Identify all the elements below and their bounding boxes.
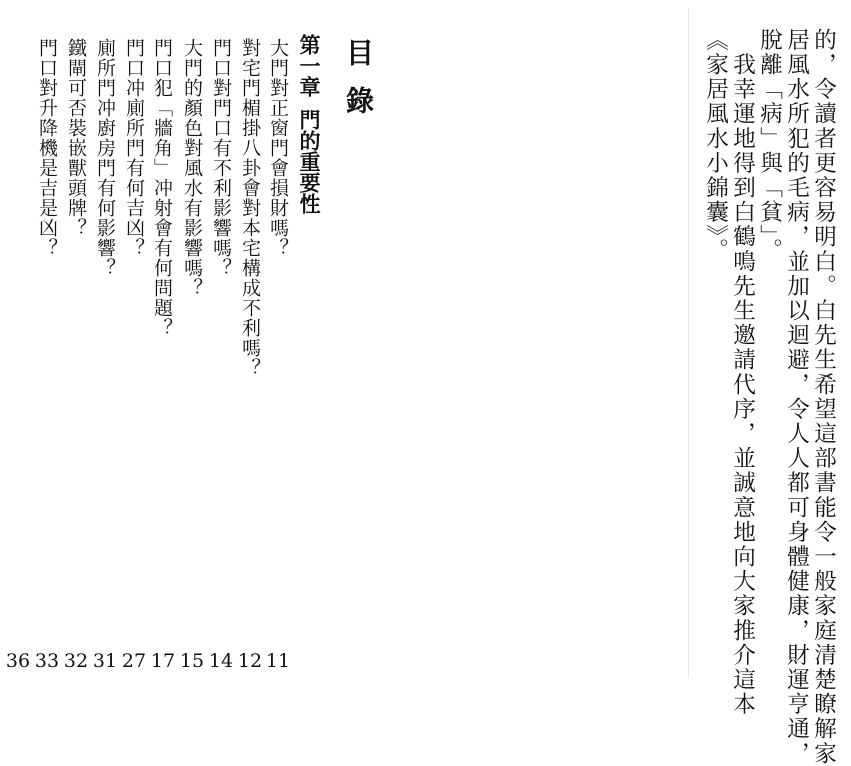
toc-entry-title[interactable]: 鐵閘可否裝嵌獸頭牌？ <box>65 38 87 238</box>
toc-entry-title[interactable]: 門口對升降機是吉是凶？ <box>36 38 58 258</box>
toc-entry-page: 14 <box>208 650 234 672</box>
toc-entry-page: 36 <box>5 650 31 672</box>
toc-entry-page: 32 <box>63 650 89 672</box>
toc-entry-title[interactable]: 門口冲廁所門有何吉凶？ <box>123 38 145 258</box>
toc-entry-page: 17 <box>150 650 176 672</box>
toc-title: 目錄 <box>342 38 375 134</box>
chapter-number: 第一章 <box>297 34 321 97</box>
toc-entry-title[interactable]: 廁所門冲廚房門有何影響？ <box>94 38 116 278</box>
page-fold <box>688 8 689 678</box>
toc-entry-title[interactable]: 對宅門楣掛八卦會對本宅構成不利嗎？ <box>239 38 261 378</box>
toc-entry-page: 31 <box>92 650 118 672</box>
preface-line: 《家居風水小錦囊》。 <box>702 28 729 263</box>
preface-line: 脫離「病」與「貧」。 <box>756 28 783 263</box>
toc-entry-title[interactable]: 門口犯「牆角」冲射會有何問題？ <box>151 38 173 338</box>
preface-line: 的，令讀者更容易明白。白先生希望這部書能令一般家庭清楚瞭解家 <box>810 28 837 766</box>
toc-entry-page: 11 <box>265 650 291 672</box>
toc-entry-page: 27 <box>121 650 147 672</box>
preface-line: 居風水所犯的毛病，並加以迴避，令人人都可身體健康，財運亨通， <box>783 28 810 766</box>
toc-entry-title[interactable]: 大門對正窗門會損財嗎？ <box>267 38 289 258</box>
chapter-title: 門的重要性 <box>297 109 321 214</box>
preface-line: 我幸運地得到白鶴鳴先生邀請代序，並誠意地向大家推介這本 <box>729 28 756 717</box>
toc-entry-page: 12 <box>237 650 263 672</box>
toc-entry-title[interactable]: 大門的顏色對風水有影響嗎？ <box>181 38 203 298</box>
toc-entry-page: 33 <box>34 650 60 672</box>
chapter-heading <box>298 34 319 214</box>
toc-entry-title[interactable]: 門口對門口有不利影響嗎？ <box>210 38 232 278</box>
toc-entry-page: 15 <box>179 650 205 672</box>
